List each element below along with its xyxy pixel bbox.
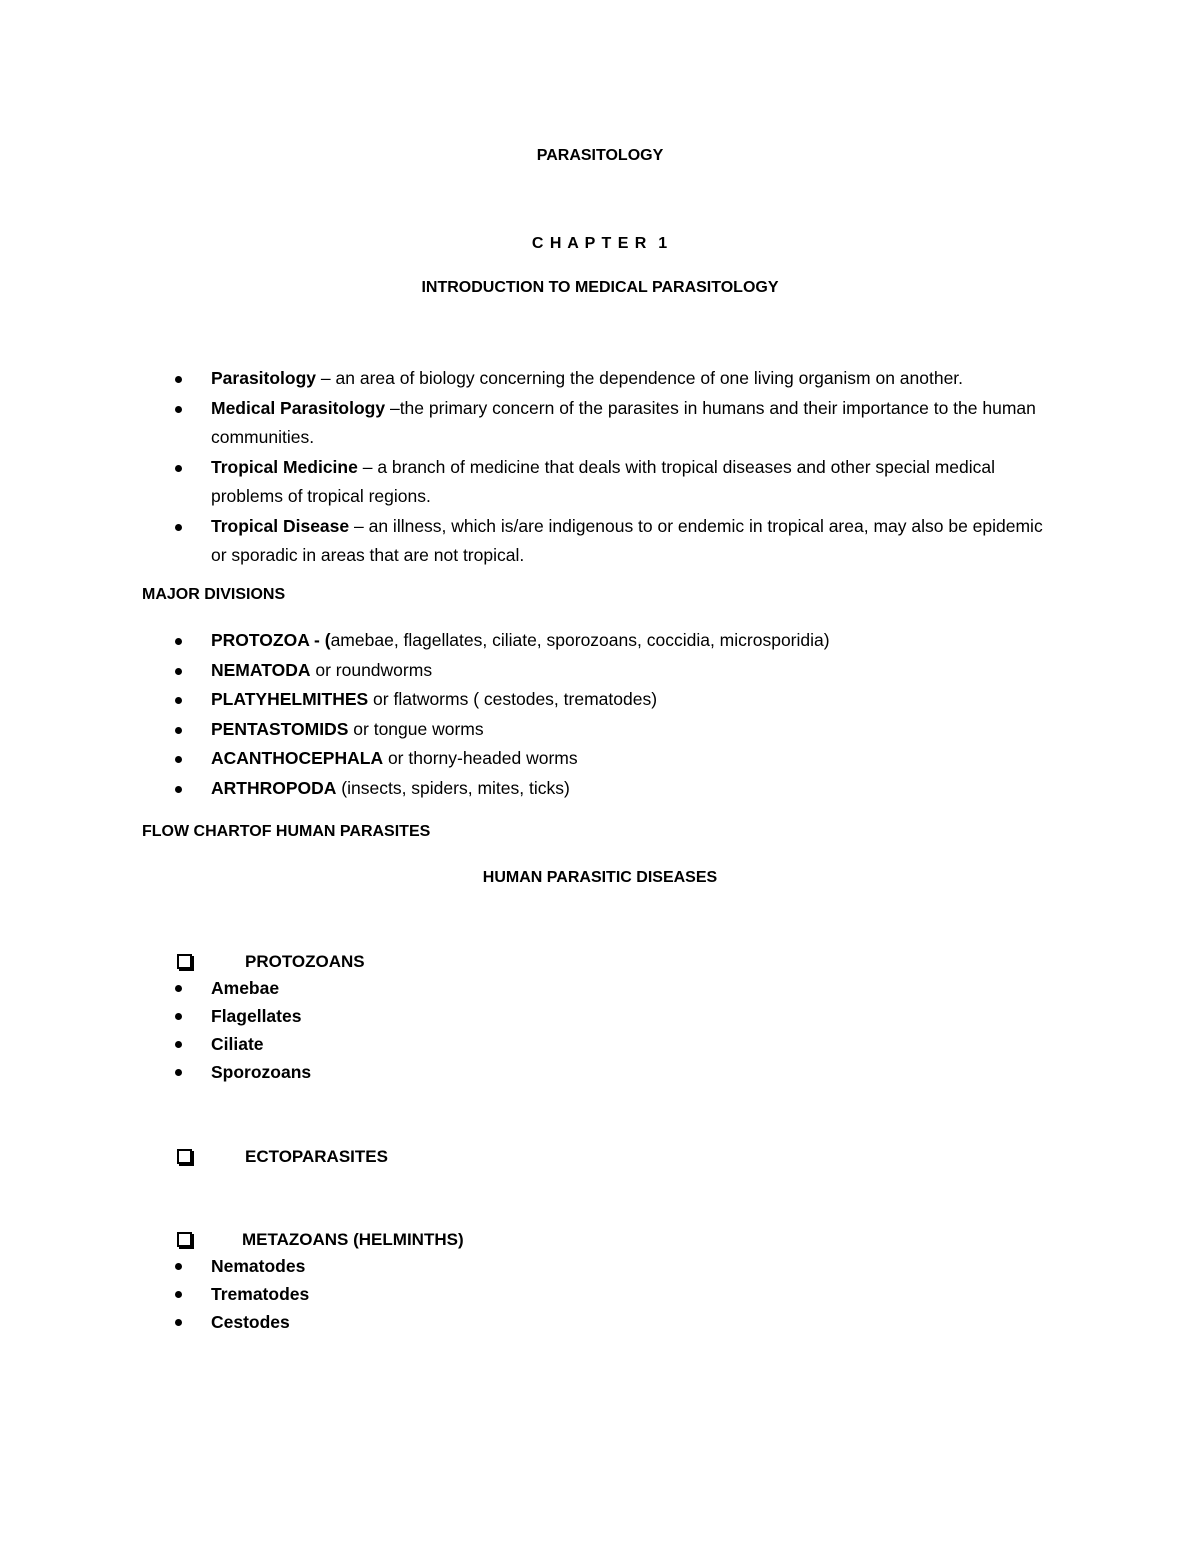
list-item: ARTHROPODA (insects, spiders, mites, ticks) bbox=[0, 774, 1200, 804]
checkbox-square-icon bbox=[177, 954, 192, 969]
flow-chart-title: HUMAN PARASITIC DISEASES bbox=[482, 869, 718, 886]
list-item: Ciliate bbox=[0, 1030, 1200, 1058]
list-item: NEMATODA or roundworms bbox=[0, 656, 1200, 686]
list-item: Tropical Disease – an illness, which is/are indigenous to or endemic in tropical area, may also be epidemic or sporadic in areas that are not tropical. bbox=[0, 512, 1200, 571]
checkbox-square-icon bbox=[177, 1232, 192, 1247]
checkbox-square-icon bbox=[177, 1149, 192, 1164]
list-item: PENTASTOMIDS or tongue worms bbox=[0, 715, 1200, 745]
metazoans-list bbox=[0, 1252, 1200, 1336]
list-item: Cestodes bbox=[0, 1308, 1200, 1336]
group-label: PROTOZOANS bbox=[245, 952, 365, 971]
flow-chart-heading: FLOW CHARTOF HUMAN PARASITES bbox=[142, 823, 431, 840]
list-item: PROTOZOA - (amebae, flagellates, ciliate, sporozoans, coccidia, microsporidia) bbox=[0, 626, 1200, 656]
list-item: PLATYHELMITHES or flatworms ( cestodes, trematodes) bbox=[0, 685, 1200, 715]
list-item: Medical Parasitology –the primary concern of the parasites in humans and their importance to the human communities. bbox=[0, 394, 1200, 453]
list-item: Tropical Medicine – a branch of medicine that deals with tropical diseases and other special medical problems of tropical regions. bbox=[0, 453, 1200, 512]
list-item: Trematodes bbox=[0, 1280, 1200, 1308]
document-title: PARASITOLOGY bbox=[536, 147, 664, 164]
divisions-list bbox=[0, 626, 1200, 803]
list-item: Parasitology – an area of biology concerning the dependence of one living organism on another. bbox=[0, 364, 1200, 394]
group-label: METAZOANS (HELMINTHS) bbox=[242, 1230, 464, 1249]
protozoans-list bbox=[0, 974, 1200, 1086]
list-item: Sporozoans bbox=[0, 1058, 1200, 1086]
list-item: Flagellates bbox=[0, 1002, 1200, 1030]
major-divisions-heading: MAJOR DIVISIONS bbox=[142, 586, 286, 603]
list-item: Nematodes bbox=[0, 1252, 1200, 1280]
list-item: ACANTHOCEPHALA or thorny-headed worms bbox=[0, 744, 1200, 774]
group-label: ECTOPARASITES bbox=[245, 1147, 388, 1166]
definitions-list bbox=[0, 364, 1200, 571]
list-item: Amebae bbox=[0, 974, 1200, 1002]
chapter-title: INTRODUCTION TO MEDICAL PARASITOLOGY bbox=[421, 279, 779, 296]
chapter-label: C H A P T E R 1 bbox=[531, 235, 669, 252]
